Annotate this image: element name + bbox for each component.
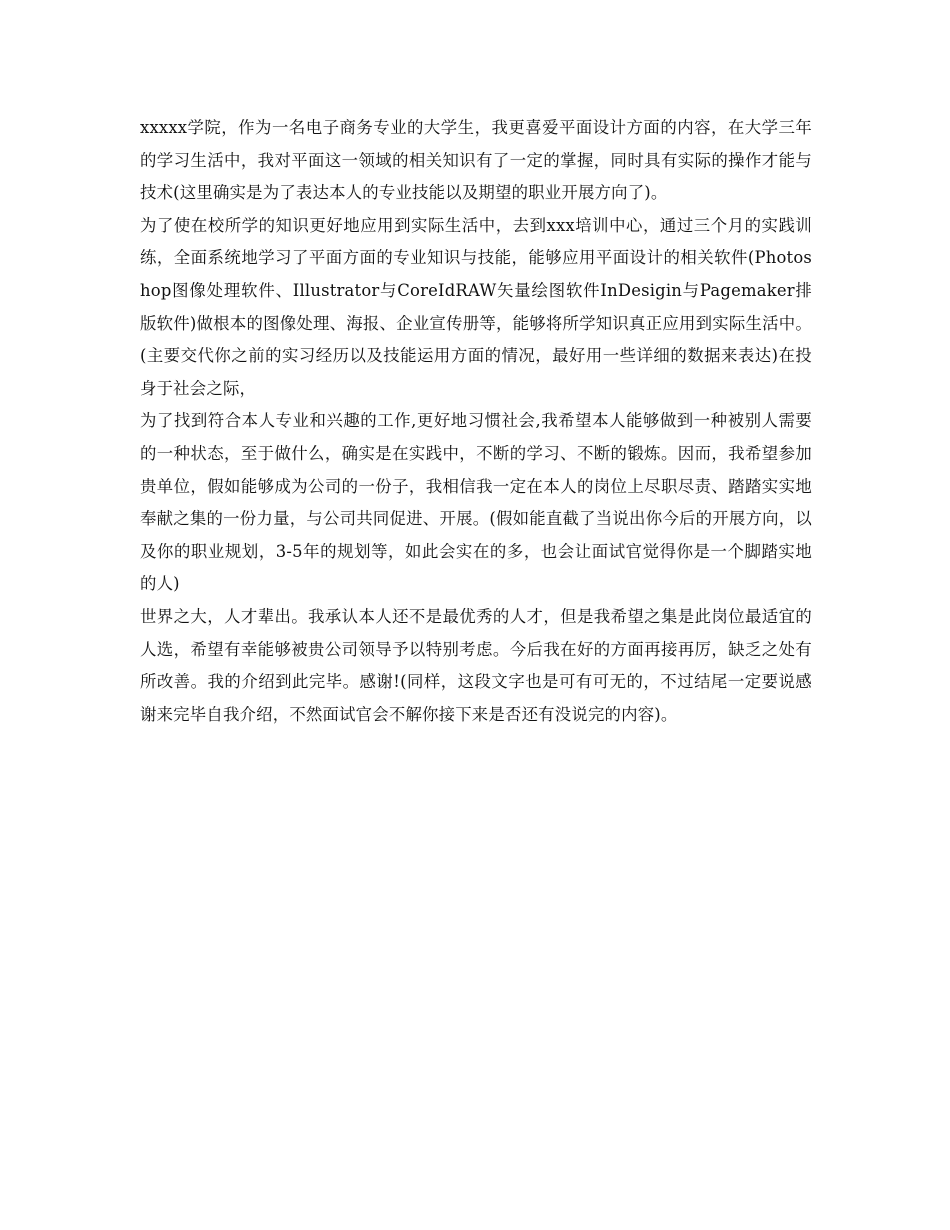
document-body — [140, 112, 812, 731]
paragraph-career-goal: 为了找到符合本人专业和兴趣的工作,更好地习惯社会,我希望本人能够做到一种被别人需要的一种状态，至于做什么，确实是在实践中，不断的学习、不断的锻炼。因而，我希望参加贵单位，假如能够成为公司的一份子，我相信我一定在本人的岗位上尽职尽责、踏踏实实地奉献之集的一份力量，与公司共同促进、开展。(假如能直截了当说出你今后的开展方向，以及你的职业规划，3-5年的规划等，如此会实在的多，也会让面试官觉得你是一个脚踏实地的人) — [140, 411, 812, 594]
paragraph-experience: 为了使在校所学的知识更好地应用到实际生活中，去到xxx培训中心，通过三个月的实践训练，全面系统地学习了平面方面的专业知识与技能，能够应用平面设计的相关软件(Photoshop图像处理软件、Illustrator与CoreIdRAW矢量绘图软件InDesigin与Pagemaker排版软件)做根本的图像处理、海报、企业宣传册等，能够将所学知识真正应用到实际生活中。(主要交代你之前的实习经历以及技能运用方面的情况，最好用一些详细的数据来表达)在投身于社会之际， — [140, 215, 812, 398]
paragraph-intro: xxxxx学院，作为一名电子商务专业的大学生，我更喜爱平面设计方面的内容，在大学三年的学习生活中，我对平面这一领域的相关知识有了一定的掌握，同时具有实际的操作才能与技术(这里确实是为了表达本人的专业技能以及期望的职业开展方向了)。 — [140, 118, 812, 203]
paragraph-closing: 世界之大，人才辈出。我承认本人还不是最优秀的人才，但是我希望之集是此岗位最适宜的人选，希望有幸能够被贵公司领导予以特别考虑。今后我在好的方面再接再厉，缺乏之处有所改善。我的介绍到此完毕。感谢!(同样，这段文字也是可有可无的，不过结尾一定要说感谢来完毕自我介绍，不然面试官会不解你接下来是否还有没说完的内容)。 — [140, 606, 812, 724]
